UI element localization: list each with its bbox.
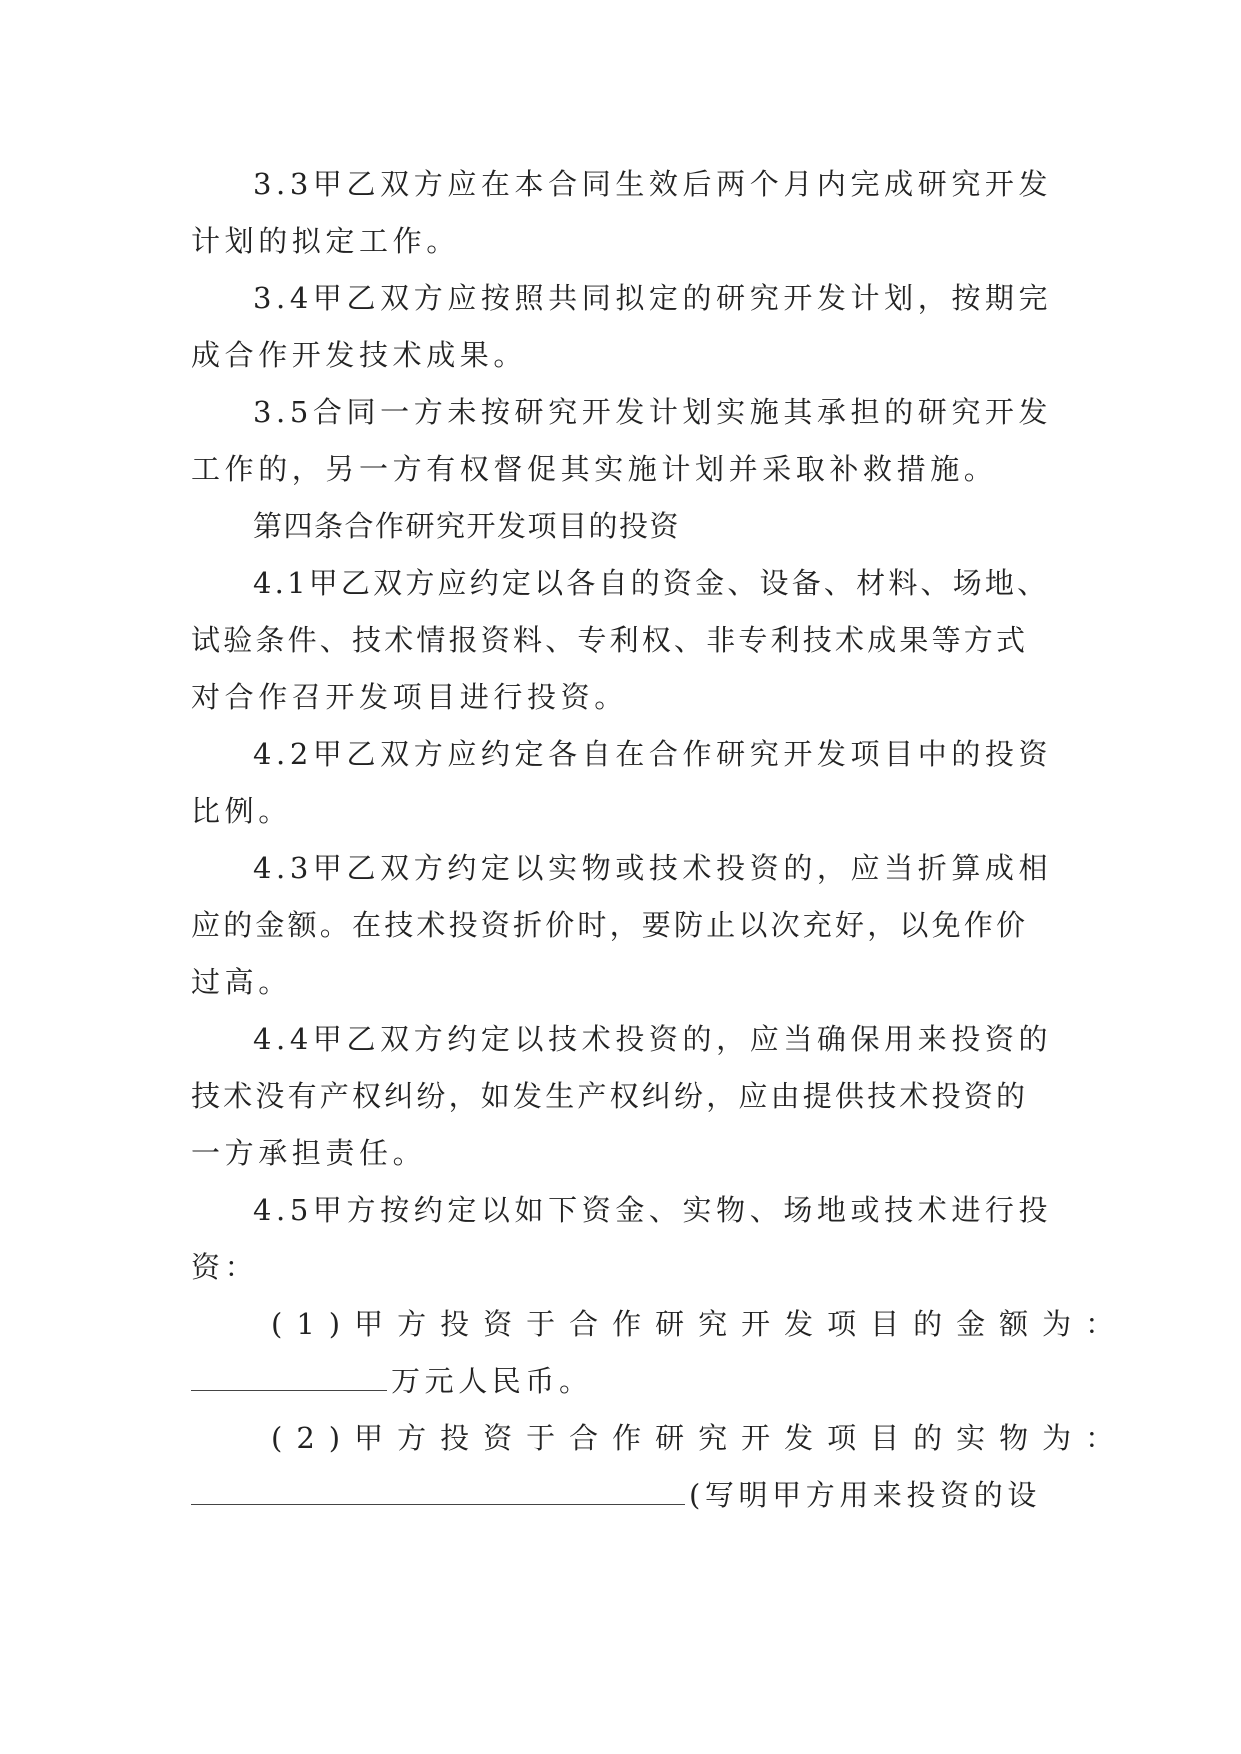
article-4-heading: 第四条合作研究开发项目的投资 xyxy=(253,509,681,543)
paragraph-4-3-line-3: 过高。 xyxy=(191,965,292,999)
paragraph-4-4-line-2: 技术没有产权纠纷，如发生产权纠纷，应由提供技术投资的 xyxy=(191,1079,1029,1113)
paragraph-4-5-line-2: 资： xyxy=(191,1250,259,1284)
paragraph-4-4-line-3: 一方承担责任。 xyxy=(191,1136,427,1170)
paragraph-3-3-line-2: 计划的拟定工作。 xyxy=(191,224,460,258)
paragraph-4-5-line-1: 4.5甲方按约定以如下资金、实物、场地或技术进行投 xyxy=(253,1193,1053,1227)
paragraph-4-3-line-2: 应的金额。在技术投资折价时，要防止以次充好，以免作价 xyxy=(191,908,1029,942)
paragraph-4-2-line-1: 4.2甲乙双方应约定各自在合作研究开发项目中的投资 xyxy=(253,737,1053,771)
paragraph-3-5-line-2: 工作的，另一方有权督促其实施计划并采取补救措施。 xyxy=(191,452,998,486)
paragraph-3-3-line-1: 3.3甲乙双方应在本合同生效后两个月内完成研究开发 xyxy=(253,167,1053,201)
paragraph-4-3-line-1: 4.3甲乙双方约定以实物或技术投资的，应当折算成相 xyxy=(253,851,1053,885)
item-1-line-2 xyxy=(191,1361,593,1401)
paragraph-3-4-line-1: 3.4甲乙双方应按照共同拟定的研究开发计划，按期完 xyxy=(253,281,1053,315)
paragraph-4-1-line-1: 4.1甲乙双方应约定以各自的资金、设备、材料、场地、 xyxy=(253,566,1050,600)
item-2-line-1: (2)甲方投资于合作研究开发项目的实物为： xyxy=(271,1421,1129,1455)
paragraph-4-1-line-2: 试验条件、技术情报资料、专利权、非专利技术成果等方式 xyxy=(191,623,1029,657)
item-2-note: (写明甲方用来投资的设 xyxy=(689,1478,1041,1512)
paragraph-3-5-line-1: 3.5合同一方未按研究开发计划实施其承担的研究开发 xyxy=(253,395,1053,429)
item-1-line-1: (1)甲方投资于合作研究开发项目的金额为： xyxy=(271,1307,1129,1341)
amount-blank xyxy=(191,1364,387,1391)
paragraph-4-2-line-2: 比例。 xyxy=(191,794,292,828)
paragraph-4-1-line-3: 对合作召开发项目进行投资。 xyxy=(191,680,628,714)
physical-asset-blank xyxy=(191,1478,685,1505)
amount-unit: 万元人民币。 xyxy=(391,1364,593,1398)
paragraph-3-4-line-2: 成合作开发技术成果。 xyxy=(191,338,528,372)
paragraph-4-4-line-1: 4.4甲乙双方约定以技术投资的，应当确保用来投资的 xyxy=(253,1022,1053,1056)
item-2-line-2 xyxy=(191,1475,1041,1515)
